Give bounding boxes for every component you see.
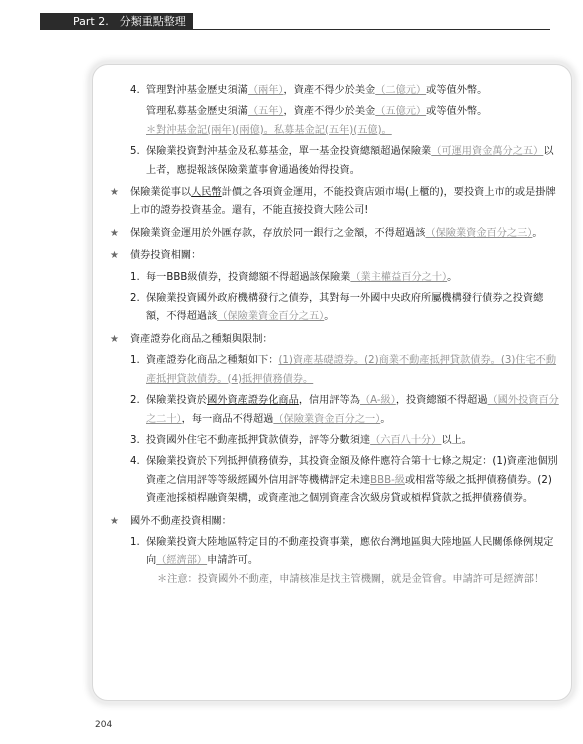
item-number: 4. xyxy=(130,85,140,96)
text: 。 xyxy=(324,311,335,323)
bullet-title: 國外不動產投資相關： xyxy=(130,515,232,527)
bullet-title: 債券投資相關： xyxy=(130,250,202,262)
text: 保險業投資於下列抵押債務債券，其投資金額及條件應符合第十七條之規定：(1)資產池個別資產之信用評等等級經國外信用評等機構評定未達 xyxy=(146,456,558,486)
text: 保險業投資國外政府機構發行之債券，其對每一外國中央政府所屬機構發行債券之投資總額，不得超過該 xyxy=(146,293,544,323)
text: 保險業從事以 xyxy=(130,187,192,199)
text: 。 xyxy=(532,227,543,239)
item-number: 2. xyxy=(130,395,140,407)
text: 保險業投資大陸地區特定目的不動產投資事業，應依台灣地區與大陸地區人民關係條例規定向 xyxy=(146,536,554,567)
star-icon: ★ xyxy=(110,227,119,239)
answer: （經濟部） xyxy=(156,555,208,567)
star-icon: ★ xyxy=(110,250,119,262)
text: ，資產不得少於美金 xyxy=(283,106,376,118)
item-number: 4. xyxy=(130,456,140,468)
notes-content xyxy=(110,79,560,589)
answer: （可運用資金萬分之五） xyxy=(431,146,544,158)
text: 。 xyxy=(447,271,458,283)
memo-text: ＊注意：投資國外不動產，申請核准是找主管機關，就是金管會。申請許可是經濟部！ xyxy=(157,573,545,585)
text: 保險業投資於 xyxy=(146,395,208,407)
bullet-fx-deposit xyxy=(110,225,560,243)
memo-text: ＊對沖基金記(兩年)(兩億)。私募基金記(五年)(五億)。 xyxy=(146,124,392,136)
securitization-item-3 xyxy=(110,432,560,450)
answer: （保險業資金百分之一） xyxy=(273,413,381,425)
item-number: 2. xyxy=(130,293,140,305)
answer: （業主權益百分之十） xyxy=(350,271,448,283)
item-5 xyxy=(110,143,560,180)
item-4-continued xyxy=(110,103,560,121)
answer: （A-級） xyxy=(359,395,396,407)
answer: (1)資產基礎證券。(2)商業不動產抵押貸款債券。(3)住宅不動產抵押貸款債券。(4)抵押債務債券。 xyxy=(146,355,557,385)
item-number: 1. xyxy=(130,355,140,367)
securitization-item-4 xyxy=(110,453,560,508)
item-number: 1. xyxy=(130,536,140,548)
text: ，投資總額不得超過 xyxy=(395,395,488,407)
text: ，信用評等為 xyxy=(298,395,360,407)
text: 或等值外幣。 xyxy=(426,106,488,118)
underlined-term: 國外資產證券化商品 xyxy=(207,395,299,407)
text: 。 xyxy=(380,413,391,425)
text: ，每一商品不得超過 xyxy=(181,413,274,425)
text: 管理私募基金歷史須滿 xyxy=(146,106,248,118)
item-number: 5. xyxy=(130,146,140,158)
realestate-item-1 xyxy=(110,534,560,571)
text: 保險業投資對沖基金及私募基金，單一基金投資總額超過保險業 xyxy=(146,146,432,158)
text: 管理對沖基金歷史須滿 xyxy=(146,85,248,96)
answer: （五年） xyxy=(247,106,284,118)
star-icon: ★ xyxy=(110,333,119,345)
text: 以上。 xyxy=(441,434,472,446)
answer: （保險業資金百分之三） xyxy=(425,227,533,239)
text: 或相當等級之抵押債務債券。(2)資產池採槓桿融資架構，或資產池之個別資產含次級房貸或槓桿貸款之抵押債務債券。 xyxy=(146,474,552,505)
answer: （五億元） xyxy=(375,106,427,118)
securitization-item-2 xyxy=(110,392,560,429)
bullet-title: 資產證券化商品之種類與限制： xyxy=(130,333,273,345)
text: 每一BBB級債券，投資總額不得超過該保險業 xyxy=(146,271,351,283)
bonds-item-2 xyxy=(110,290,560,327)
answer: （國外投資百分之二十） xyxy=(146,395,559,425)
underlined-term: 人民幣 xyxy=(191,187,222,199)
section-title: Part 2. 分類重點整理 xyxy=(73,15,186,28)
bullet-securitization xyxy=(110,331,560,349)
star-icon: ★ xyxy=(110,187,119,199)
text: ，資產不得少於美金 xyxy=(283,85,376,96)
answer: BBB-級 xyxy=(370,474,405,486)
item-number: 3. xyxy=(130,434,140,446)
bullet-bonds xyxy=(110,247,560,265)
answer: （兩年） xyxy=(247,85,284,96)
text: 保險業資金運用於外匯存款，存放於同一銀行之金額，不得超過該 xyxy=(130,227,426,239)
text: 計價之各項資金運用，不能投資店頭市場(上櫃的)，要投資上市的或是掛牌上市的證券投資基金。還有，不能直接投資大陸公司! xyxy=(130,187,556,217)
item-4 xyxy=(110,82,560,100)
bonds-item-1 xyxy=(110,269,560,287)
answer: （保險業資金百分之五） xyxy=(217,311,325,323)
text: 以上者，應提報該保險業董事會通過後始得投資。 xyxy=(146,146,554,176)
star-icon: ★ xyxy=(110,515,119,527)
securitization-item-1 xyxy=(110,352,560,389)
section-header xyxy=(40,13,193,30)
bullet-rmb xyxy=(110,184,560,221)
page-number: 204 xyxy=(95,720,113,730)
text: 資產證券化商品之種類如下： xyxy=(146,355,279,367)
bullet-foreign-realestate xyxy=(110,513,560,531)
answer: （六百八十分） xyxy=(370,434,442,446)
item-number: 1. xyxy=(130,271,140,283)
text: 投資國外住宅不動產抵押貸款債券，評等分數須達 xyxy=(146,434,371,446)
text: 或等值外幣。 xyxy=(426,85,488,96)
memo-note xyxy=(110,571,560,589)
memo-note xyxy=(110,122,560,140)
text: 申請許可。 xyxy=(207,555,259,567)
answer: （二億元） xyxy=(375,85,427,96)
header-rule xyxy=(40,29,550,30)
